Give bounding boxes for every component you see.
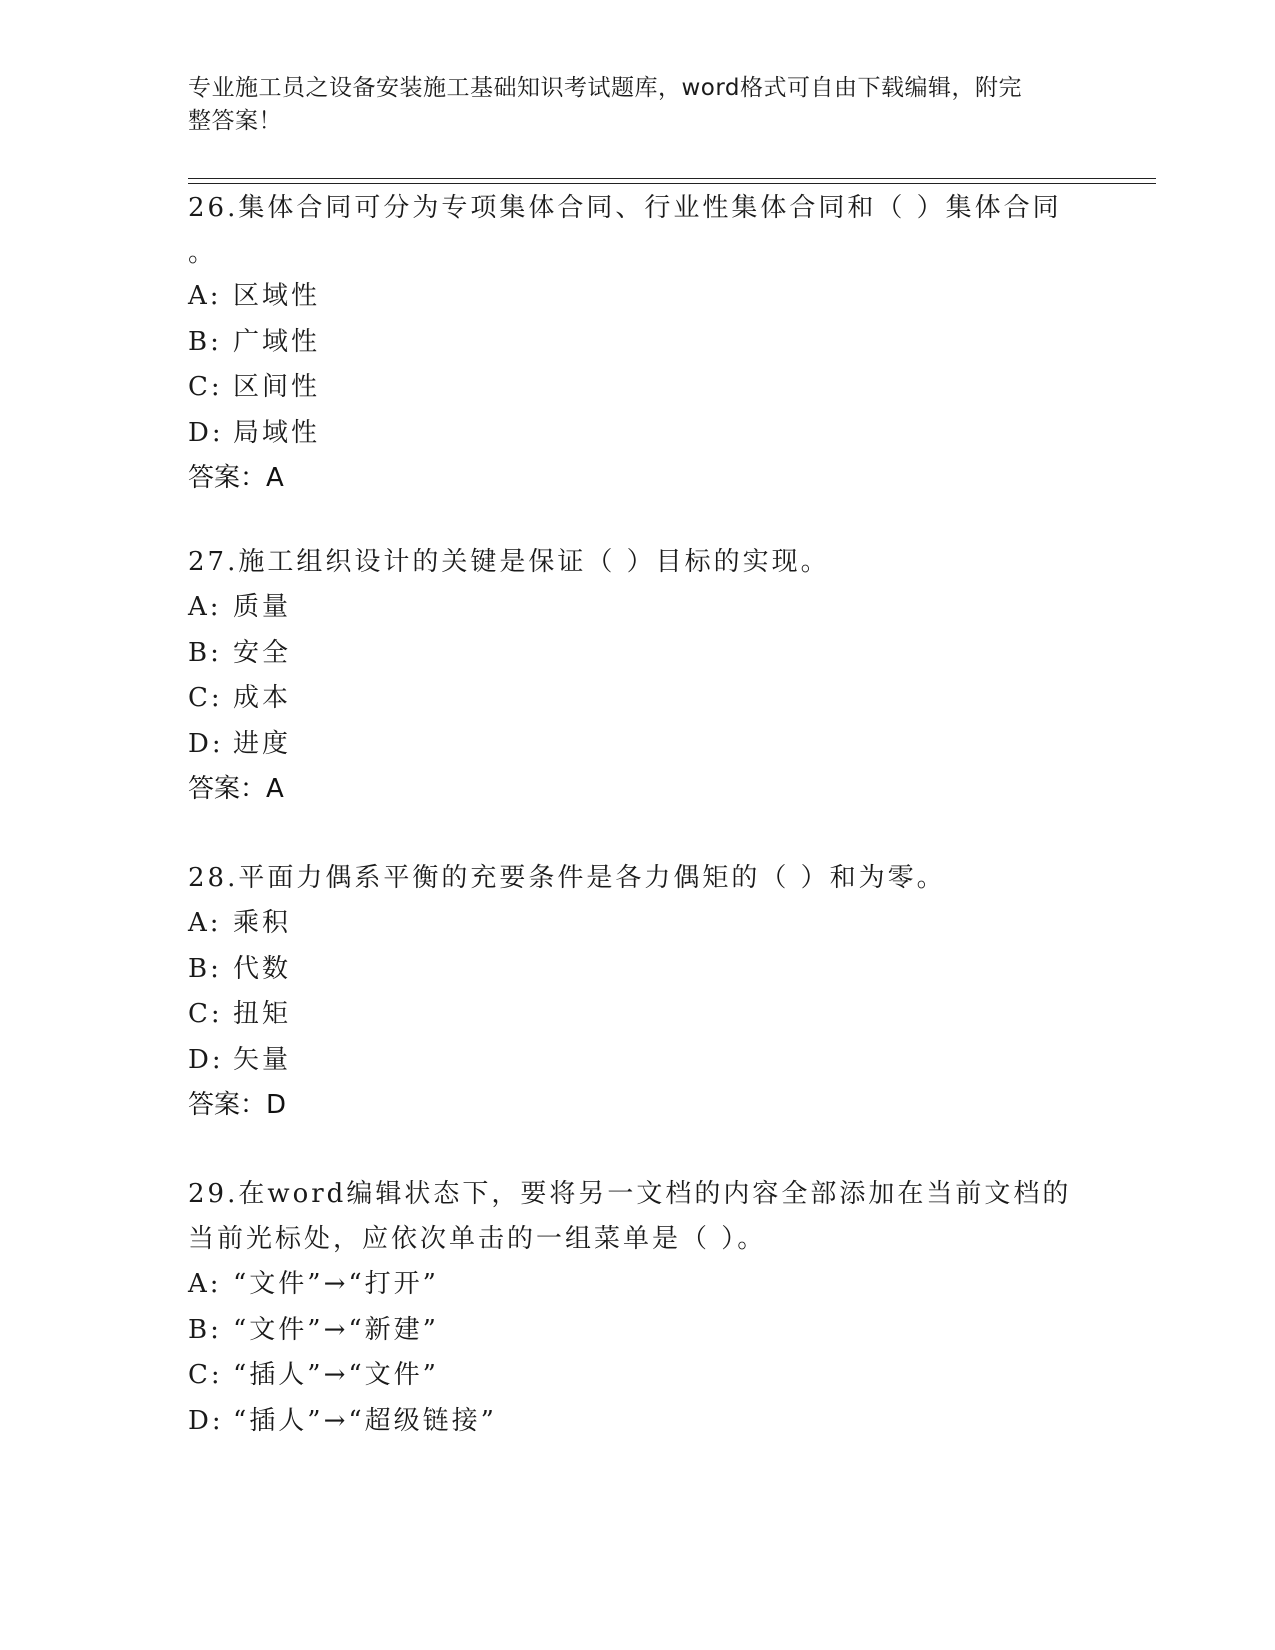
- option-label: B:: [188, 953, 222, 984]
- question-stem-line-2: 当前光标处，应依次单击的一组菜单是（ ）。: [188, 1224, 767, 1254]
- option-a: [188, 274, 1088, 320]
- option-text: 矢量: [233, 1044, 292, 1075]
- question-stem-line-1: 28.平面力偶系平衡的充要条件是各力偶矩的（ ）和为零。: [188, 863, 946, 893]
- option-label: C:: [188, 372, 223, 402]
- option-c: [188, 365, 1088, 411]
- option-text: 区间性: [233, 372, 321, 402]
- question-28: [188, 856, 1088, 1129]
- option-text: 区域性: [233, 281, 321, 311]
- question-stem-line-2: 。: [188, 238, 218, 268]
- answer-text: 答案：D: [188, 1090, 287, 1120]
- option-text: “插人”→“文件”: [233, 1360, 439, 1390]
- option-text: 进度: [233, 728, 292, 759]
- option-text: 广域性: [233, 326, 321, 357]
- header-line-1: 专业施工员之设备安装施工基础知识考试题库，word格式可自由下载编辑，附完: [188, 75, 1023, 101]
- option-b: [188, 1308, 1088, 1354]
- option-c: [188, 992, 1088, 1038]
- option-d: [188, 411, 1088, 457]
- document-header: [188, 72, 1068, 138]
- option-label: B:: [188, 1314, 222, 1345]
- header-line-2: 整答案！: [188, 108, 282, 134]
- option-label: D:: [188, 1405, 224, 1436]
- question-27: [188, 540, 1088, 813]
- question-stem-line-1: 26.集体合同可分为专项集体合同、行业性集体合同和（ ）集体合同: [188, 193, 1062, 223]
- option-b: [188, 631, 1088, 677]
- option-c: [188, 1353, 1088, 1399]
- option-a: [188, 901, 1088, 947]
- option-label: A:: [188, 592, 222, 622]
- option-text: “文件”→“新建”: [233, 1314, 439, 1345]
- option-label: A:: [188, 1269, 222, 1299]
- option-b: [188, 947, 1088, 993]
- option-text: 安全: [233, 637, 292, 668]
- question-stem-line-1: 29.在word编辑状态下，要将另一文档的内容全部添加在当前文档的: [188, 1179, 1072, 1209]
- option-d: [188, 1038, 1088, 1084]
- question-stem-line-1: 27.施工组织设计的关键是保证（ ）目标的实现。: [188, 547, 830, 577]
- option-label: D:: [188, 417, 224, 448]
- option-a: [188, 585, 1088, 631]
- answer-text: 答案：A: [188, 774, 284, 804]
- question-29: [188, 1172, 1088, 1444]
- option-a: [188, 1262, 1088, 1308]
- option-label: A:: [188, 281, 222, 311]
- option-label: C:: [188, 1360, 223, 1390]
- option-label: B:: [188, 637, 222, 668]
- question-26: [188, 186, 1088, 502]
- option-text: 扭矩: [233, 999, 292, 1029]
- option-label: D:: [188, 1044, 224, 1075]
- option-text: “插人”→“超级链接”: [233, 1405, 497, 1436]
- header-divider-bottom: [188, 183, 1156, 184]
- option-label: D:: [188, 728, 224, 759]
- option-label: C:: [188, 683, 223, 713]
- header-divider-top: [188, 178, 1156, 179]
- option-label: B:: [188, 326, 222, 357]
- option-b: [188, 320, 1088, 366]
- option-text: 代数: [233, 953, 292, 984]
- option-text: 成本: [233, 683, 292, 713]
- option-text: 质量: [233, 592, 292, 622]
- option-label: A:: [188, 908, 222, 938]
- option-d: [188, 1399, 1088, 1445]
- option-label: C:: [188, 999, 223, 1029]
- option-text: 乘积: [233, 908, 292, 938]
- option-d: [188, 722, 1088, 768]
- option-text: “文件”→“打开”: [233, 1269, 439, 1299]
- option-text: 局域性: [233, 417, 321, 448]
- option-c: [188, 676, 1088, 722]
- answer-text: 答案：A: [188, 463, 284, 493]
